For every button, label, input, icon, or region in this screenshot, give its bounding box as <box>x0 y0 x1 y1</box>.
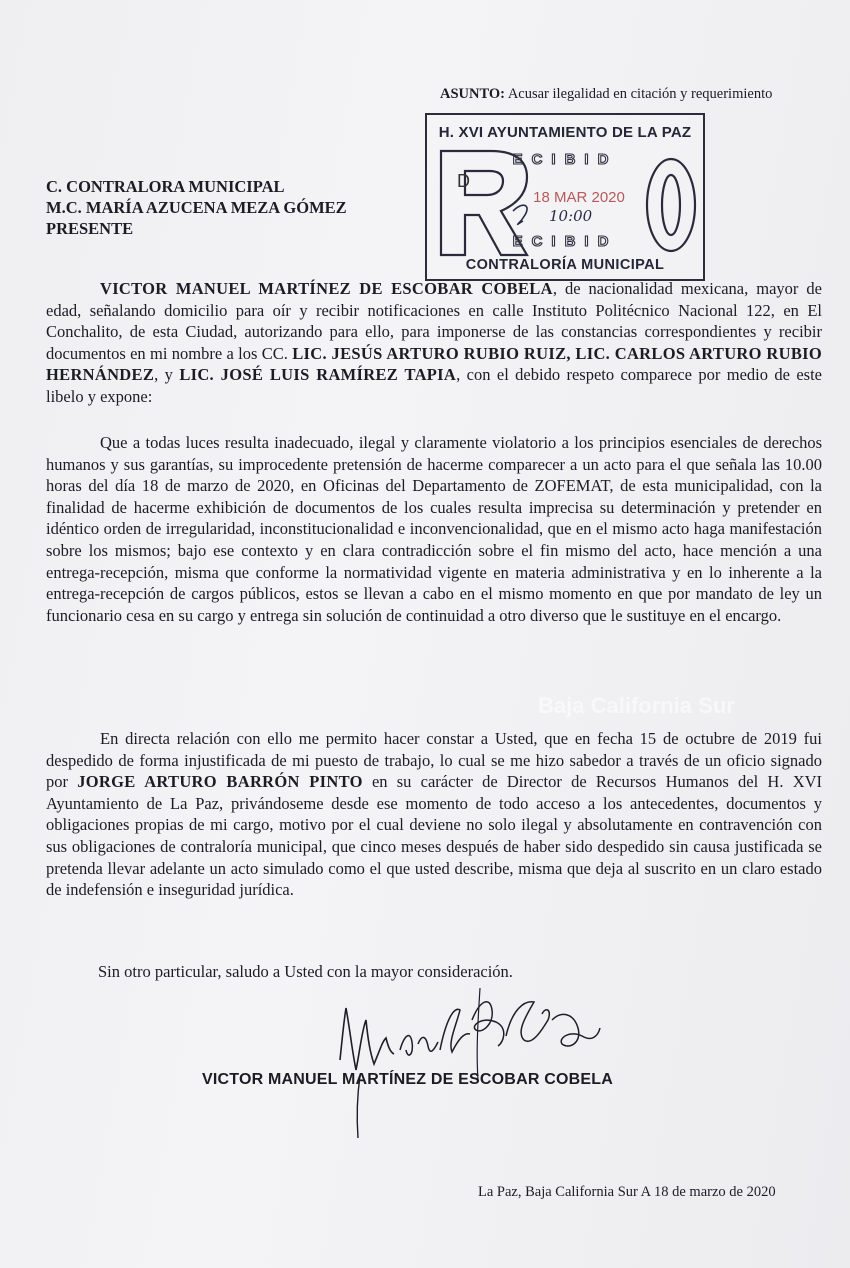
paragraph-text: , con el debido respeto comparece por medio de este libelo y expone: <box>46 365 823 406</box>
place-date-line: La Paz, Baja California Sur A 18 de marzo de 2020 <box>478 1184 776 1200</box>
subject-text: Acusar ilegalidad en citación y requerimiento <box>505 86 773 102</box>
received-stamp <box>425 113 705 281</box>
addressee-name: M.C. MARÍA AZUCENA MEZA GÓMEZ <box>46 198 347 217</box>
paragraph-text: , de nacionalidad mexicana, mayor de edad, señalando domicilio para oír y recibir notificaciones en calle Instituto Politécnico Nacional 122, en El Conchalito, de esta Ciudad, autorizando para ello, para imponerse de las constancias correspondientes y recibir documentos en mi nombre a los CC. <box>46 279 822 363</box>
addressee-title: C. CONTRALORA MUNICIPAL <box>46 177 285 196</box>
stamp-date: 18 MAR 2020 <box>533 189 625 206</box>
director-name: JORGE ARTURO BARRÓN PINTO <box>77 772 363 792</box>
petitioner-name: VICTOR MANUEL MARTÍNEZ DE ESCOBAR COBELA <box>100 279 553 298</box>
authorized-lawyer-last: LIC. JOSÉ LUIS RAMÍREZ TAPIA <box>179 365 457 385</box>
paragraph-text: , y <box>154 365 180 385</box>
subject-label: ASUNTO: <box>440 86 505 102</box>
stamp-time: 10:00 <box>549 207 593 225</box>
paragraph-text: En directa relación con ello me permito hacer constar a Usted, que en fecha 15 de octubre de 2019 fui despedido de forma injustificada de mi puesto de trabajo, lo cual se me hizo sabedor a través de un oficio signado por <box>46 729 822 792</box>
stamp-recibido-top: ECIBID <box>512 151 618 168</box>
stamp-department: CONTRALORÍA MUNICIPAL <box>465 257 665 273</box>
closing-line: Sin otro particular, saludo a Usted con la mayor consideración. <box>98 962 513 981</box>
addressee-presente: PRESENTE <box>46 219 134 238</box>
stamp-recibido-bottom: ECIBID <box>512 233 618 250</box>
paragraph-introduction <box>46 278 822 408</box>
addressee-block <box>46 176 347 239</box>
paragraph-text: en su carácter de Director de Recursos Humanos del H. XVI Ayuntamiento de La Paz, privándoseme desde ese momento de todo acceso a los antecedentes, documentos y obligaciones propias de mi cargo, motivo por el cual deviene no solo ilegal y absolutamente en contravención con sus obligaciones de contraloría municipal, que cinco meses después de haber sido despedido sin causa justificada se pretenda llevar adelante un acto simulado como el que usted describe, misma que deja al suscrito en un claro estado de indefensión e inseguridad jurídica. <box>46 772 823 900</box>
watermark-text: Baja California Sur <box>538 693 735 718</box>
stamp-letter-d: D <box>457 171 470 191</box>
subject-line <box>440 86 772 103</box>
authorized-lawyers: LIC. JESÚS ARTURO RUBIO RUIZ, LIC. CARLOS ARTURO RUBIO HERNÁNDEZ <box>46 343 822 385</box>
stamp-municipality: H. XVI AYUNTAMIENTO DE LA PAZ <box>438 124 692 141</box>
paragraph-argument: Que a todas luces resulta inadecuado, ilegal y claramente violatorio a los principios esenciales de derechos humanos y sus garantías, su improcedente pretensión de hacerme comparecer a un acto para el que señala las 10.00 horas del día 18 de marzo de 2020, en Oficinas del Departamento de ZOFEMAT, de esta municipalidad, con la finalidad de hacerme exhibición de documentos de los cuales resulta imprecisa su determinación y pretender en idéntico orden de irregularidad, inconstitucionalidad e inconvencionalidad, que en el mismo acto haga manifestación sobre los mismos; bajo ese contexto y en clara contradicción sobre el fin mismo del acto, hace mención a una entrega-recepción, misma que conforme la normatividad vigente en materia administrativa y en lo inherente a la entrega-recepción de cargos públicos, estos se llevan a cabo en el mismo momento en que por mandato de ley un funcionario cesa en su cargo y entrega sin solución de continuidad a otro diverso que le sustituye en el encargo. <box>46 433 822 625</box>
signer-name: VICTOR MANUEL MARTÍNEZ DE ESCOBAR COBELA <box>202 1071 613 1088</box>
paragraph-dismissal <box>46 728 822 901</box>
handwritten-signature-icon <box>330 980 610 1150</box>
